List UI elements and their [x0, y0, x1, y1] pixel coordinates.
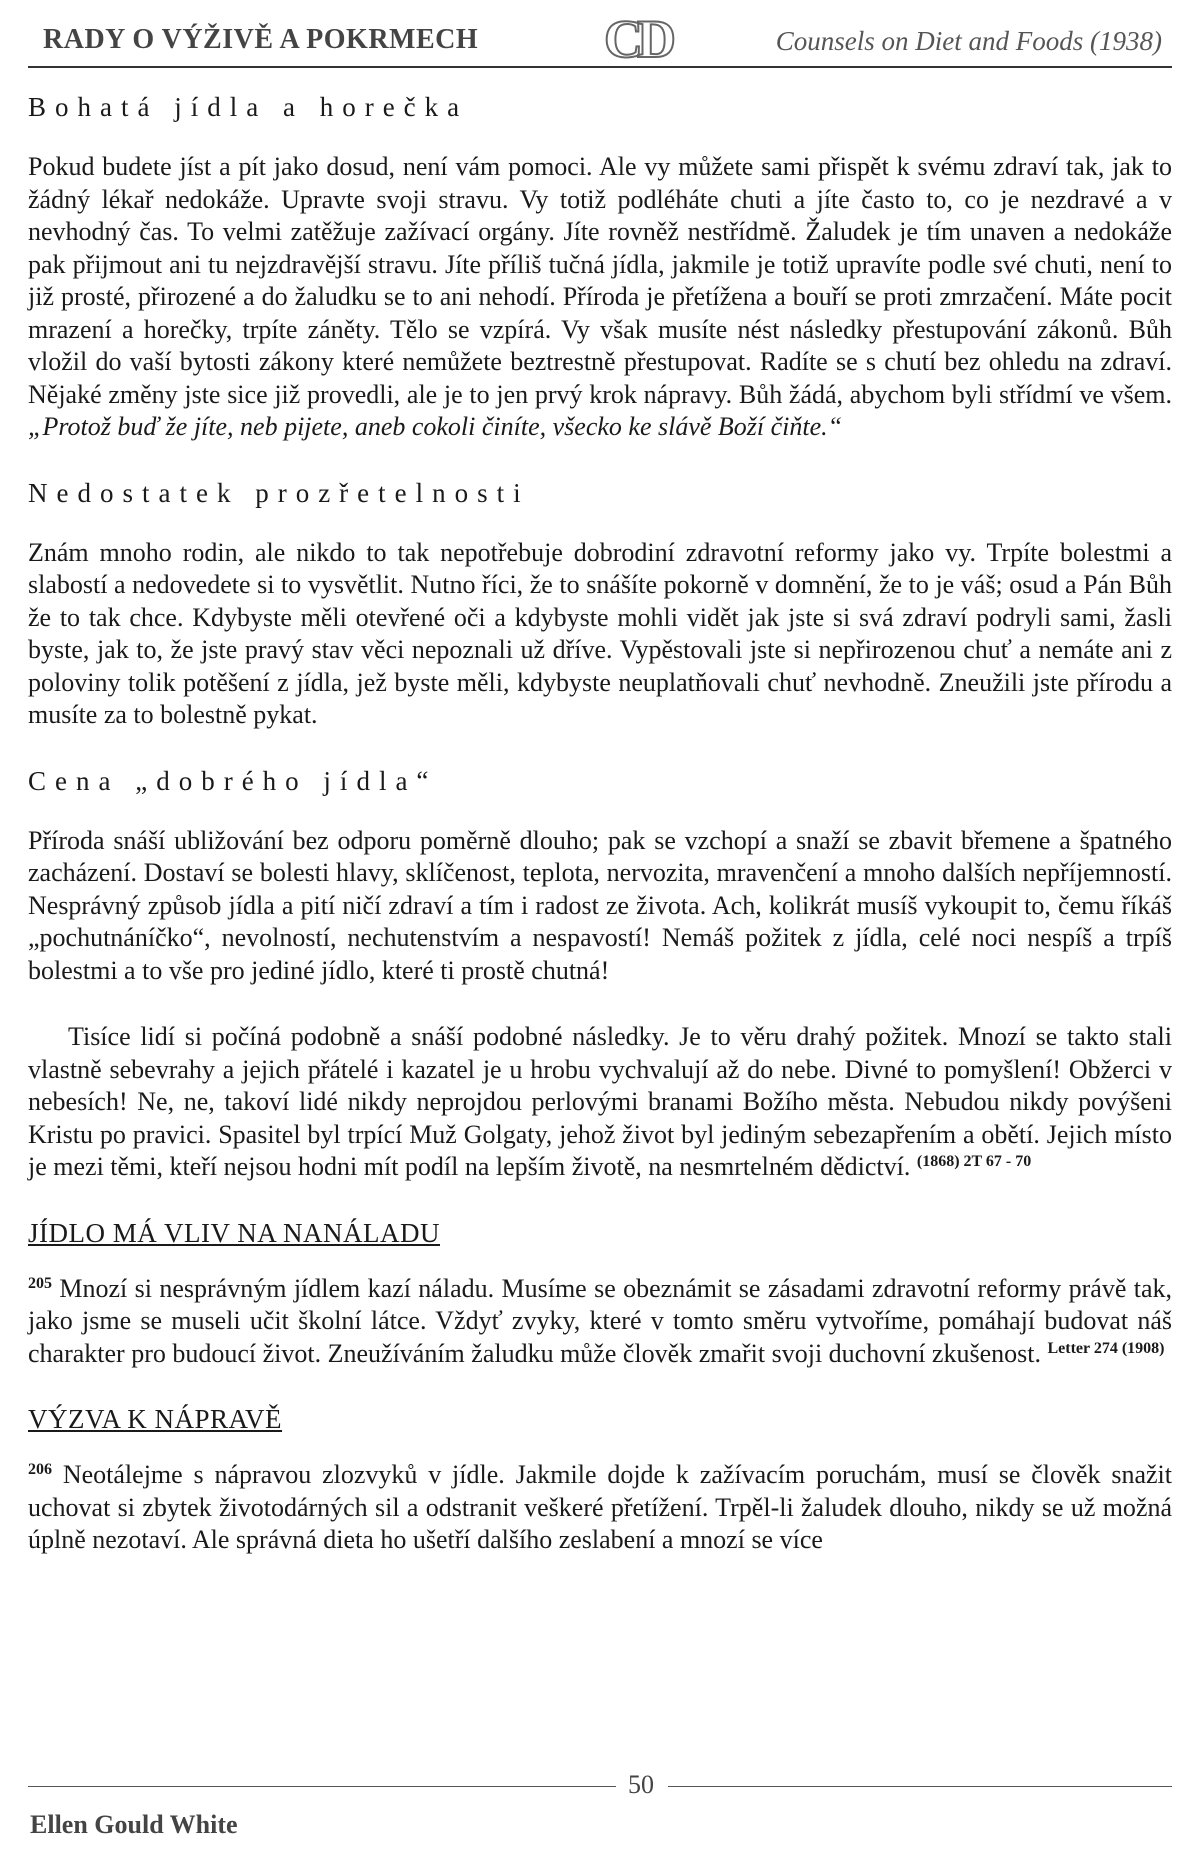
page-footer: [28, 1770, 1172, 1844]
bible-quote: „Protož buď že jíte, neb pijete, aneb cokoli činíte, všecko ke slávě Boží čiňte.“: [28, 412, 843, 441]
page-header: [28, 9, 1172, 69]
section-heading-rich-foods: Bohatá jídla a horečka: [28, 92, 469, 122]
paragraph-206: [28, 1459, 1172, 1557]
paragraph-text: Pokud budete jíst a pít jako dosud, není vám pomoci. Ale vy můžete sami přispět k svému zdraví tak, jak to žádný lékař nedokáže. Upravte svoji stravu. Vy totiž podléháte chuti a jíte často to, co je nezdravé a v nevhodný čas. To velmi zatěžuje zažívací orgány. Jíte rovněž nestřídmě. Žaludek je tím unaven a nedokáže pak přijmout ani tu nejzdravější stravu. Jíte příliš tučná jídla, jakmile je totiž upravíte podle své chuti, není to již prosté, přirozené a do žaludku se to ani nehodí. Příroda je přetížena a bouří se proti zmrzačení. Máte pocit mrazení a horečky, trpíte záněty. Tělo se vzpírá. Vy však musíte nést následky přestupování zákonů. Bůh vložil do vaší bytosti zákony které nemůžete beztrestně přestupovat. Radíte se s chutí bez ohledu na zdraví. Nějaké změny jste sice již provedli, ale je to jen prvý krok nápravy. Bůh žádá, abychom byli střídmí ve všem.: [28, 152, 1172, 409]
reference-citation: (1868) 2T 67 - 70: [916, 1153, 1032, 1170]
paragraph-thousands: [28, 1021, 1172, 1184]
page-content: [28, 92, 1172, 1591]
header-logo: CD: [604, 9, 670, 69]
page-number: 50: [628, 1770, 654, 1799]
reference-citation: Letter 274 (1908): [1047, 1339, 1165, 1357]
paragraph-text: Neotálejme s nápravou zlozvyků v jídle. Jakmile dojde k zažívacím poruchám, musí se člověk snažit uchovat si zbytek životodárných sil a odstranit veškeré přetížení. Trpěl-li žaludek dlouho, nikdy se už možná úplně nezotaví. Ale správná dieta ho ušetří dalšího zeslabení a mnozí se více: [28, 1460, 1172, 1554]
paragraph-number: 206: [28, 1461, 52, 1478]
section-heading-food-mood: JÍDLO MÁ VLIV NA NANÁLADU: [28, 1217, 440, 1248]
paragraph-text: Tisíce lidí si počíná podobně a snáší podobné následky. Je to věru drahý požitek. Mnozí se takto stali vlastně sebevrahy a jejich přátelé i kazatel je u hrobu vychvalují až do nebe. Divné to pomyšlení! Obžerci v nebesích! Ne, ne, takoví lidé nikdy neprojdou perlovými branami Božího města. Nebudou nikdy povýšeni Kristu po pravici. Spasitel byl trpící Muž Golgaty, jehož život byl jediným sebezapřením a obětí. Jejich místo je mezi těmi, kteří nejsou hodni mít podíl na lepším životě, na nesmrtelném dědictví.: [28, 1022, 1172, 1181]
section-heading-price-of-good-food: Cena „dobrého jídla“: [28, 765, 438, 796]
footer-rule-left: [28, 1786, 616, 1787]
footer-rule-right: [668, 1786, 1172, 1787]
paragraph-text: Mnozí si nesprávným jídlem kazí náladu. Musíme se obeznámit se zásadami zdravotní reformy právě tak, jako jsme se museli učit školní látce. Vždyť zvyky, které v tomto směru vytvoříme, pomáhají budovat náš charakter pro budoucí život. Zneužíváním žaludku může člověk zmařit svoji duchovní zkušenost.: [28, 1273, 1172, 1368]
paragraph-rich-foods: [28, 151, 1172, 444]
paragraph-205: [28, 1273, 1172, 1371]
footer-author: Ellen Gould White: [30, 1810, 238, 1839]
section-heading-call-to-reform: VÝZVA K NÁPRAVĚ: [28, 1404, 283, 1434]
header-english-title: Counsels on Diet and Foods (1938): [775, 26, 1162, 56]
paragraph-lack-of-providence: Znám mnoho rodin, ale nikdo to tak nepotřebuje dobrodiní zdravotní reformy jako vy. Trpíte bolestmi a slabostí a nedovedete si to vysvětlit. Nutno říci, že to snášíte pokorně v domnění, že to je váš; osud a Pán Bůh že to tak chce. Kdybyste měli otevřené oči a kdybyste mohli vidět jak jste si svá zdraví podryli sami, žasli byste, jak to, že jste pravý stav věci nepoznali už dříve. Vypěstovali jste si nepřirozenou chuť a nemáte ani z poloviny tolik potěšení z jídla, jež byste měli, kdybyste neuplatňovali chuť nevhodně. Zneužili jste přírodu a musíte za to bolestně pykat.: [28, 537, 1172, 729]
section-heading-lack-of-providence: Nedostatek prozřetelnosti: [28, 477, 530, 508]
paragraph-nature-endures: Příroda snáší ubližování bez odporu poměrně dlouho; pak se vzchopí a snaží se zbavit břemene a špatného zacházení. Dostaví se bolesti hlavy, sklíčenost, teplota, nervozita, mravenčení a mnoho dalších nepříjemností. Nesprávný způsob jídla a pití ničí zdraví a tím i radost ze života. Ach, kolikrát musíš vykoupit to, čemu říkáš „pochutnáníčko“, nevolností, nechutenstvím a nespavostí! Nemáš požitek z jídla, celé noci nespíš a trpíš bolestmi a to vše pro jediné jídlo, které ti prostě chutná!: [28, 825, 1172, 985]
header-book-title: RADY O VÝŽIVĚ A POKRMECH: [43, 24, 479, 55]
paragraph-number: 205: [28, 1274, 52, 1292]
